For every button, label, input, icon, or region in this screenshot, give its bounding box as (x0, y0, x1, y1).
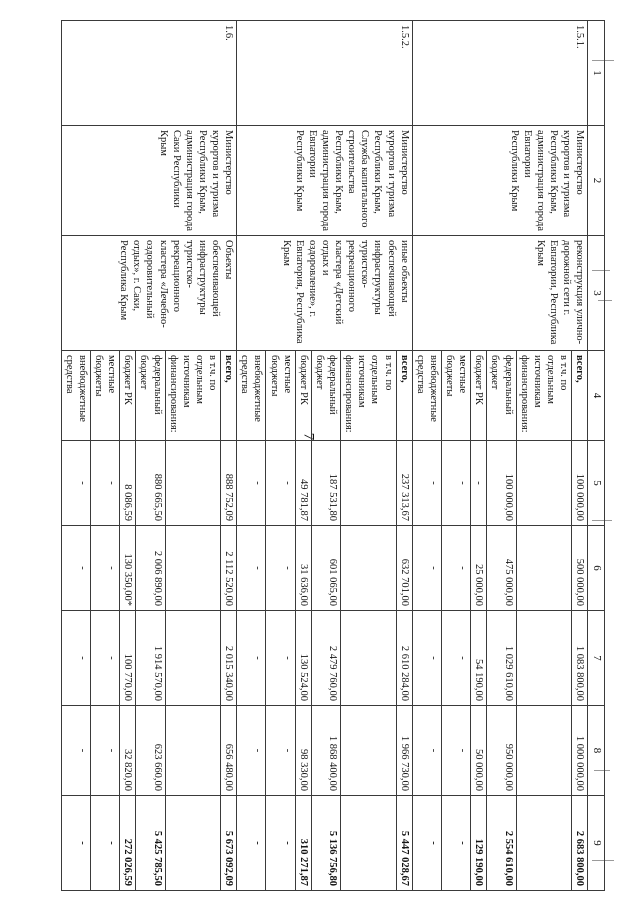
funding-source-label: федеральный бюджет (487, 351, 516, 441)
value-cell: 623 660,00 (136, 706, 165, 796)
value-cell: - (61, 526, 90, 611)
value-cell: - (61, 611, 90, 706)
column-header: 1 (588, 21, 605, 126)
column-header: 7 (588, 611, 605, 706)
total-value-cell: 5 447 028,67 (396, 796, 412, 891)
total-value-cell: 310 271,87 (295, 796, 311, 891)
total-value-cell: 2 554 610,00 (487, 796, 516, 891)
funding-source-label: всего, (572, 351, 588, 441)
column-header: 4 (588, 351, 605, 441)
funding-source-label: внебюджетные средства (412, 351, 441, 441)
value-cell: - (442, 441, 471, 526)
value-cell: - (91, 441, 120, 526)
object-cell: реконструкция улично-дорожной сети г. Евпатории, Республика Крым (412, 236, 588, 351)
value-cell: 2 015 340,00 (221, 611, 237, 706)
value-cell: 500 000,00 (572, 526, 588, 611)
value-cell: - (442, 706, 471, 796)
value-cell: 2 112 520,00 (221, 526, 237, 611)
value-cell: 632 701,00 (396, 526, 412, 611)
value-cell: 100 770,00 (120, 611, 136, 706)
funding-source-label: бюджет РК (471, 351, 487, 441)
table-body (61, 21, 588, 891)
column-header: 3 (588, 236, 605, 351)
budget-table (61, 20, 605, 891)
total-value-cell (341, 796, 397, 891)
executor-cell: Министерство курортов и туризма Республики Крым, администрация города Евпатории Республики Крым (412, 126, 588, 236)
column-header: 9 (588, 796, 605, 891)
total-value-cell: - (412, 796, 441, 891)
value-cell (516, 706, 572, 796)
total-value-cell: - (442, 796, 471, 891)
value-cell: - (266, 526, 295, 611)
value-cell: - (237, 706, 266, 796)
table-row (396, 21, 412, 891)
value-cell: 31 636,00 (295, 526, 311, 611)
value-cell (341, 526, 397, 611)
value-cell: 1 966 730,00 (396, 706, 412, 796)
total-value-cell: 2 683 800,00 (572, 796, 588, 891)
value-cell (516, 526, 572, 611)
value-cell: 100 000,00 (487, 441, 516, 526)
value-cell: - (442, 526, 471, 611)
value-cell: - (266, 441, 295, 526)
value-cell (341, 441, 397, 526)
value-cell: - (237, 526, 266, 611)
table-row (221, 21, 237, 891)
total-value-cell: 272 026,59 (120, 796, 136, 891)
column-header: 8 (588, 706, 605, 796)
funding-source-label: в т.ч. по отдельным источникам финансирования: (341, 351, 397, 441)
value-cell: - (266, 706, 295, 796)
funding-source-label: бюджет РК (120, 351, 136, 441)
value-cell: - (471, 441, 487, 526)
funding-source-label: в т.ч. по отдельным источникам финансирования: (516, 351, 572, 441)
value-cell: 601 065,00 (311, 526, 340, 611)
value-cell: - (412, 611, 441, 706)
total-value-cell: 5 136 756,80 (311, 796, 340, 891)
total-value-cell: 5 425 785,50 (136, 796, 165, 891)
column-header: 5 (588, 441, 605, 526)
total-value-cell: - (61, 796, 90, 891)
value-cell: - (237, 611, 266, 706)
column-header: 2 (588, 126, 605, 236)
value-cell (165, 441, 221, 526)
value-cell: 130 524,00 (295, 611, 311, 706)
row-number: 1.5.1. (412, 21, 588, 126)
funding-source-label: внебюджетные средства (61, 351, 90, 441)
value-cell: 237 313,67 (396, 441, 412, 526)
value-cell (341, 611, 397, 706)
value-cell: 54 190,00 (471, 611, 487, 706)
total-value-cell: - (237, 796, 266, 891)
funding-source-label: местные бюджеты (91, 351, 120, 441)
value-cell: - (91, 706, 120, 796)
value-cell: 25 000,00 (471, 526, 487, 611)
value-cell: 50 000,00 (471, 706, 487, 796)
funding-source-label: в т.ч. по отдельным источникам финансирования: (165, 351, 221, 441)
page-number: 7 (300, 432, 317, 441)
executor-cell: Министерство курортов и туризма Республики Крым, Служба капитального строительства Республики Крым, администрация города Евпатории Республики Крым (237, 126, 413, 236)
value-cell: 1 000 000,00 (572, 706, 588, 796)
value-cell: 98 330,00 (295, 706, 311, 796)
object-cell: иные объекты обеспечивающей инфраструктуры туристско-рекреационного кластера «Детский отдых и оздоровление», г. Евпатория, Республика Крым (237, 236, 413, 351)
funding-source-label: всего, (221, 351, 237, 441)
funding-source-label: бюджет РК (295, 351, 311, 441)
rotated-table-container (35, 20, 605, 890)
value-cell: - (91, 611, 120, 706)
value-cell: 100 000,00 (572, 441, 588, 526)
total-value-cell: - (266, 796, 295, 891)
value-cell: 888 752,09 (221, 441, 237, 526)
value-cell: - (412, 441, 441, 526)
total-value-cell: - (91, 796, 120, 891)
value-cell: 2 006 890,00 (136, 526, 165, 611)
funding-source-label: внебюджетные средства (237, 351, 266, 441)
value-cell: 2 610 284,00 (396, 611, 412, 706)
value-cell: 950 000,00 (487, 706, 516, 796)
funding-source-label: местные бюджеты (266, 351, 295, 441)
executor-cell: Министерство курортов и туризма Республики Крым, администрация города Саки Республики Крым (61, 126, 237, 236)
total-value-cell: 129 190,00 (471, 796, 487, 891)
total-value-cell (516, 796, 572, 891)
value-cell (341, 706, 397, 796)
value-cell: - (412, 526, 441, 611)
value-cell (165, 706, 221, 796)
value-cell (165, 526, 221, 611)
row-number: 1.5.2. (237, 21, 413, 126)
funding-source-label: всего, (396, 351, 412, 441)
value-cell: - (61, 706, 90, 796)
row-number: 1.6. (61, 21, 237, 126)
value-cell: 8 086,59 (120, 441, 136, 526)
table-row (572, 21, 588, 891)
funding-source-label: федеральный бюджет (136, 351, 165, 441)
value-cell: - (412, 706, 441, 796)
header-row (588, 21, 605, 891)
value-cell (165, 611, 221, 706)
value-cell: 2 479 760,00 (311, 611, 340, 706)
value-cell: 656 480,00 (221, 706, 237, 796)
value-cell: - (442, 611, 471, 706)
value-cell (516, 441, 572, 526)
value-cell (516, 611, 572, 706)
value-cell: - (91, 526, 120, 611)
funding-source-label: федеральный бюджет (311, 351, 340, 441)
value-cell: 187 531,80 (311, 441, 340, 526)
column-header: 6 (588, 526, 605, 611)
value-cell: 1 083 800,00 (572, 611, 588, 706)
total-value-cell: 5 673 092,09 (221, 796, 237, 891)
value-cell: 49 781,87 (295, 441, 311, 526)
value-cell: 32 820,00 (120, 706, 136, 796)
value-cell: 475 000,00 (487, 526, 516, 611)
value-cell: - (266, 611, 295, 706)
value-cell: 880 665,50 (136, 441, 165, 526)
total-value-cell (165, 796, 221, 891)
value-cell: 1 029 610,00 (487, 611, 516, 706)
value-cell: - (61, 441, 90, 526)
object-cell: Объекты обеспечивающей инфраструктуры туристско-рекреационного кластера «Лечебно-оздоровительный отдых», г. Саки, Республика Крым (61, 236, 237, 351)
funding-source-label: местные бюджеты (442, 351, 471, 441)
value-cell: 1 914 570,00 (136, 611, 165, 706)
value-cell: - (237, 441, 266, 526)
value-cell: 130 350,00* (120, 526, 136, 611)
value-cell: 1 868 400,00 (311, 706, 340, 796)
